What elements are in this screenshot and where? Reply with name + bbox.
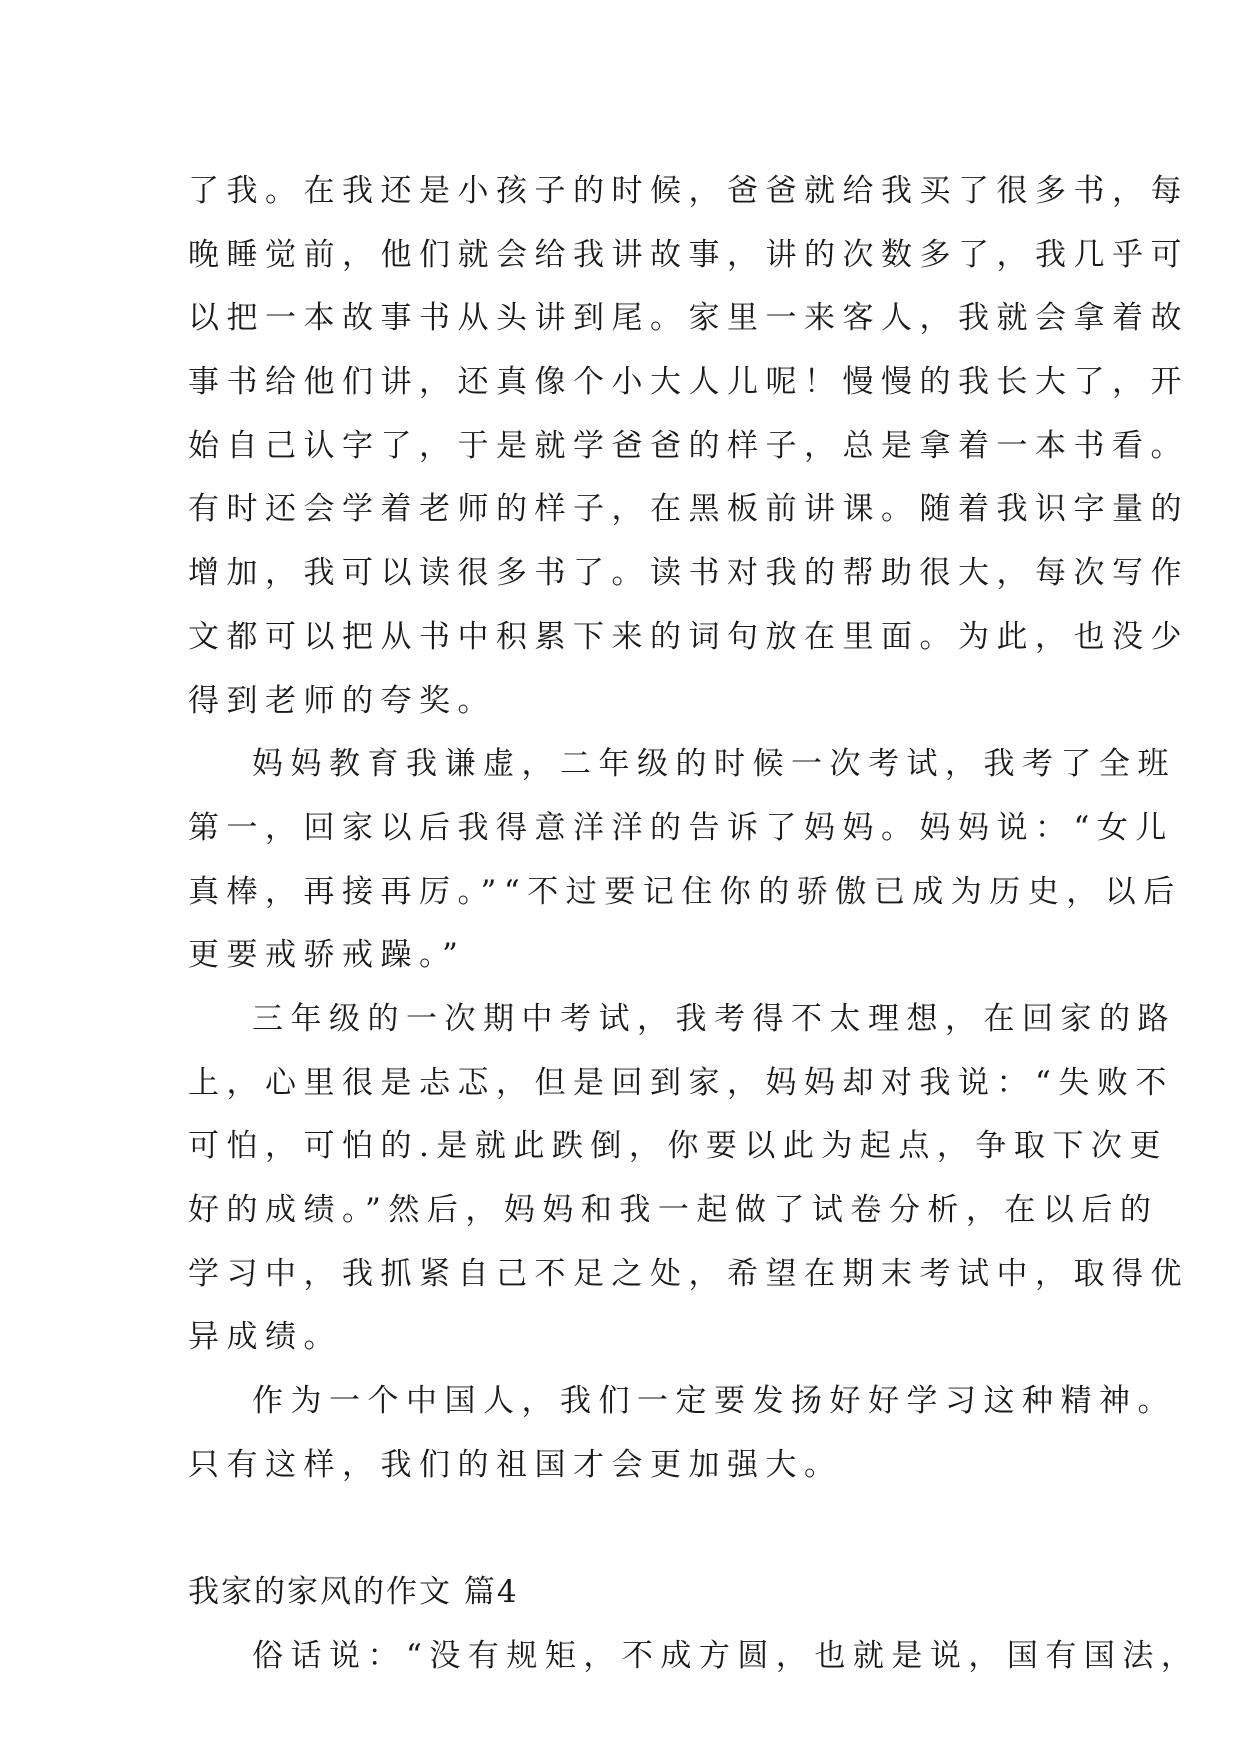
text-line: 得到老师的夸奖。 [188,682,496,719]
text-line: 学习中，我抓紧自己不足之处，希望在期末考试中，取得优 [188,1255,1189,1292]
text-line: 晚睡觉前，他们就会给我讲故事，讲的次数多了，我几乎可 [188,236,1189,273]
paragraph-first-line: 作为一个中国人，我们一定要发扬好好学习这种精神。 [252,1383,1176,1420]
document-body [188,160,1200,1689]
text-line: 有时还会学着老师的样子，在黑板前讲课。随着我识字量的 [188,491,1189,528]
text-line: 真棒，再接再厉。”“不过要记住你的骄傲已成为历史，以后 [188,873,1182,910]
section-heading: 我家的家风的作文 篇4 [188,1574,519,1611]
text-line: 只有这样，我们的祖国才会更加强大。 [188,1446,843,1483]
paragraph-first-line: 三年级的一次期中考试，我考得不太理想，在回家的路 [252,1000,1176,1037]
text-line: 上，心里很是忐忑，但是回到家，妈妈却对我说：“失败不 [188,1064,1174,1101]
text-line: 文都可以把从书中积累下来的词句放在里面。为此，也没少 [188,618,1189,655]
text-line: 第一，回家以后我得意洋洋的告诉了妈妈。妈妈说：“女儿 [188,809,1174,846]
text-line: 可怕，可怕的.是就此跌倒，你要以此为起点，争取下次更 [188,1128,1168,1165]
text-line: 以把一本故事书从头讲到尾。家里一来客人，我就会拿着故 [188,300,1189,337]
text-line: 事书给他们讲，还真像个小大人儿呢！慢慢的我长大了，开 [188,364,1189,401]
text-line: 好的成绩。”然后，妈妈和我一起做了试卷分析，在以后的 [188,1192,1159,1228]
paragraph-first-line: 俗话说：“没有规矩，不成方圆，也就是说，国有国法， [252,1637,1200,1674]
paragraph-first-line: 妈妈教育我谦虚，二年级的时候一次考试，我考了全班 [252,746,1176,783]
text-line: 增加，我可以读很多书了。读书对我的帮助很大，每次写作 [188,555,1189,592]
text-line: 更要戒骄戒躁。” [188,937,466,974]
text-line: 了我。在我还是小孩子的时候，爸爸就给我买了很多书，每 [188,173,1189,209]
text-line: 异成绩。 [188,1319,342,1356]
section-spacer [188,1497,1068,1561]
text-line: 始自己认字了，于是就学爸爸的样子，总是拿着一本书看。 [188,427,1189,464]
